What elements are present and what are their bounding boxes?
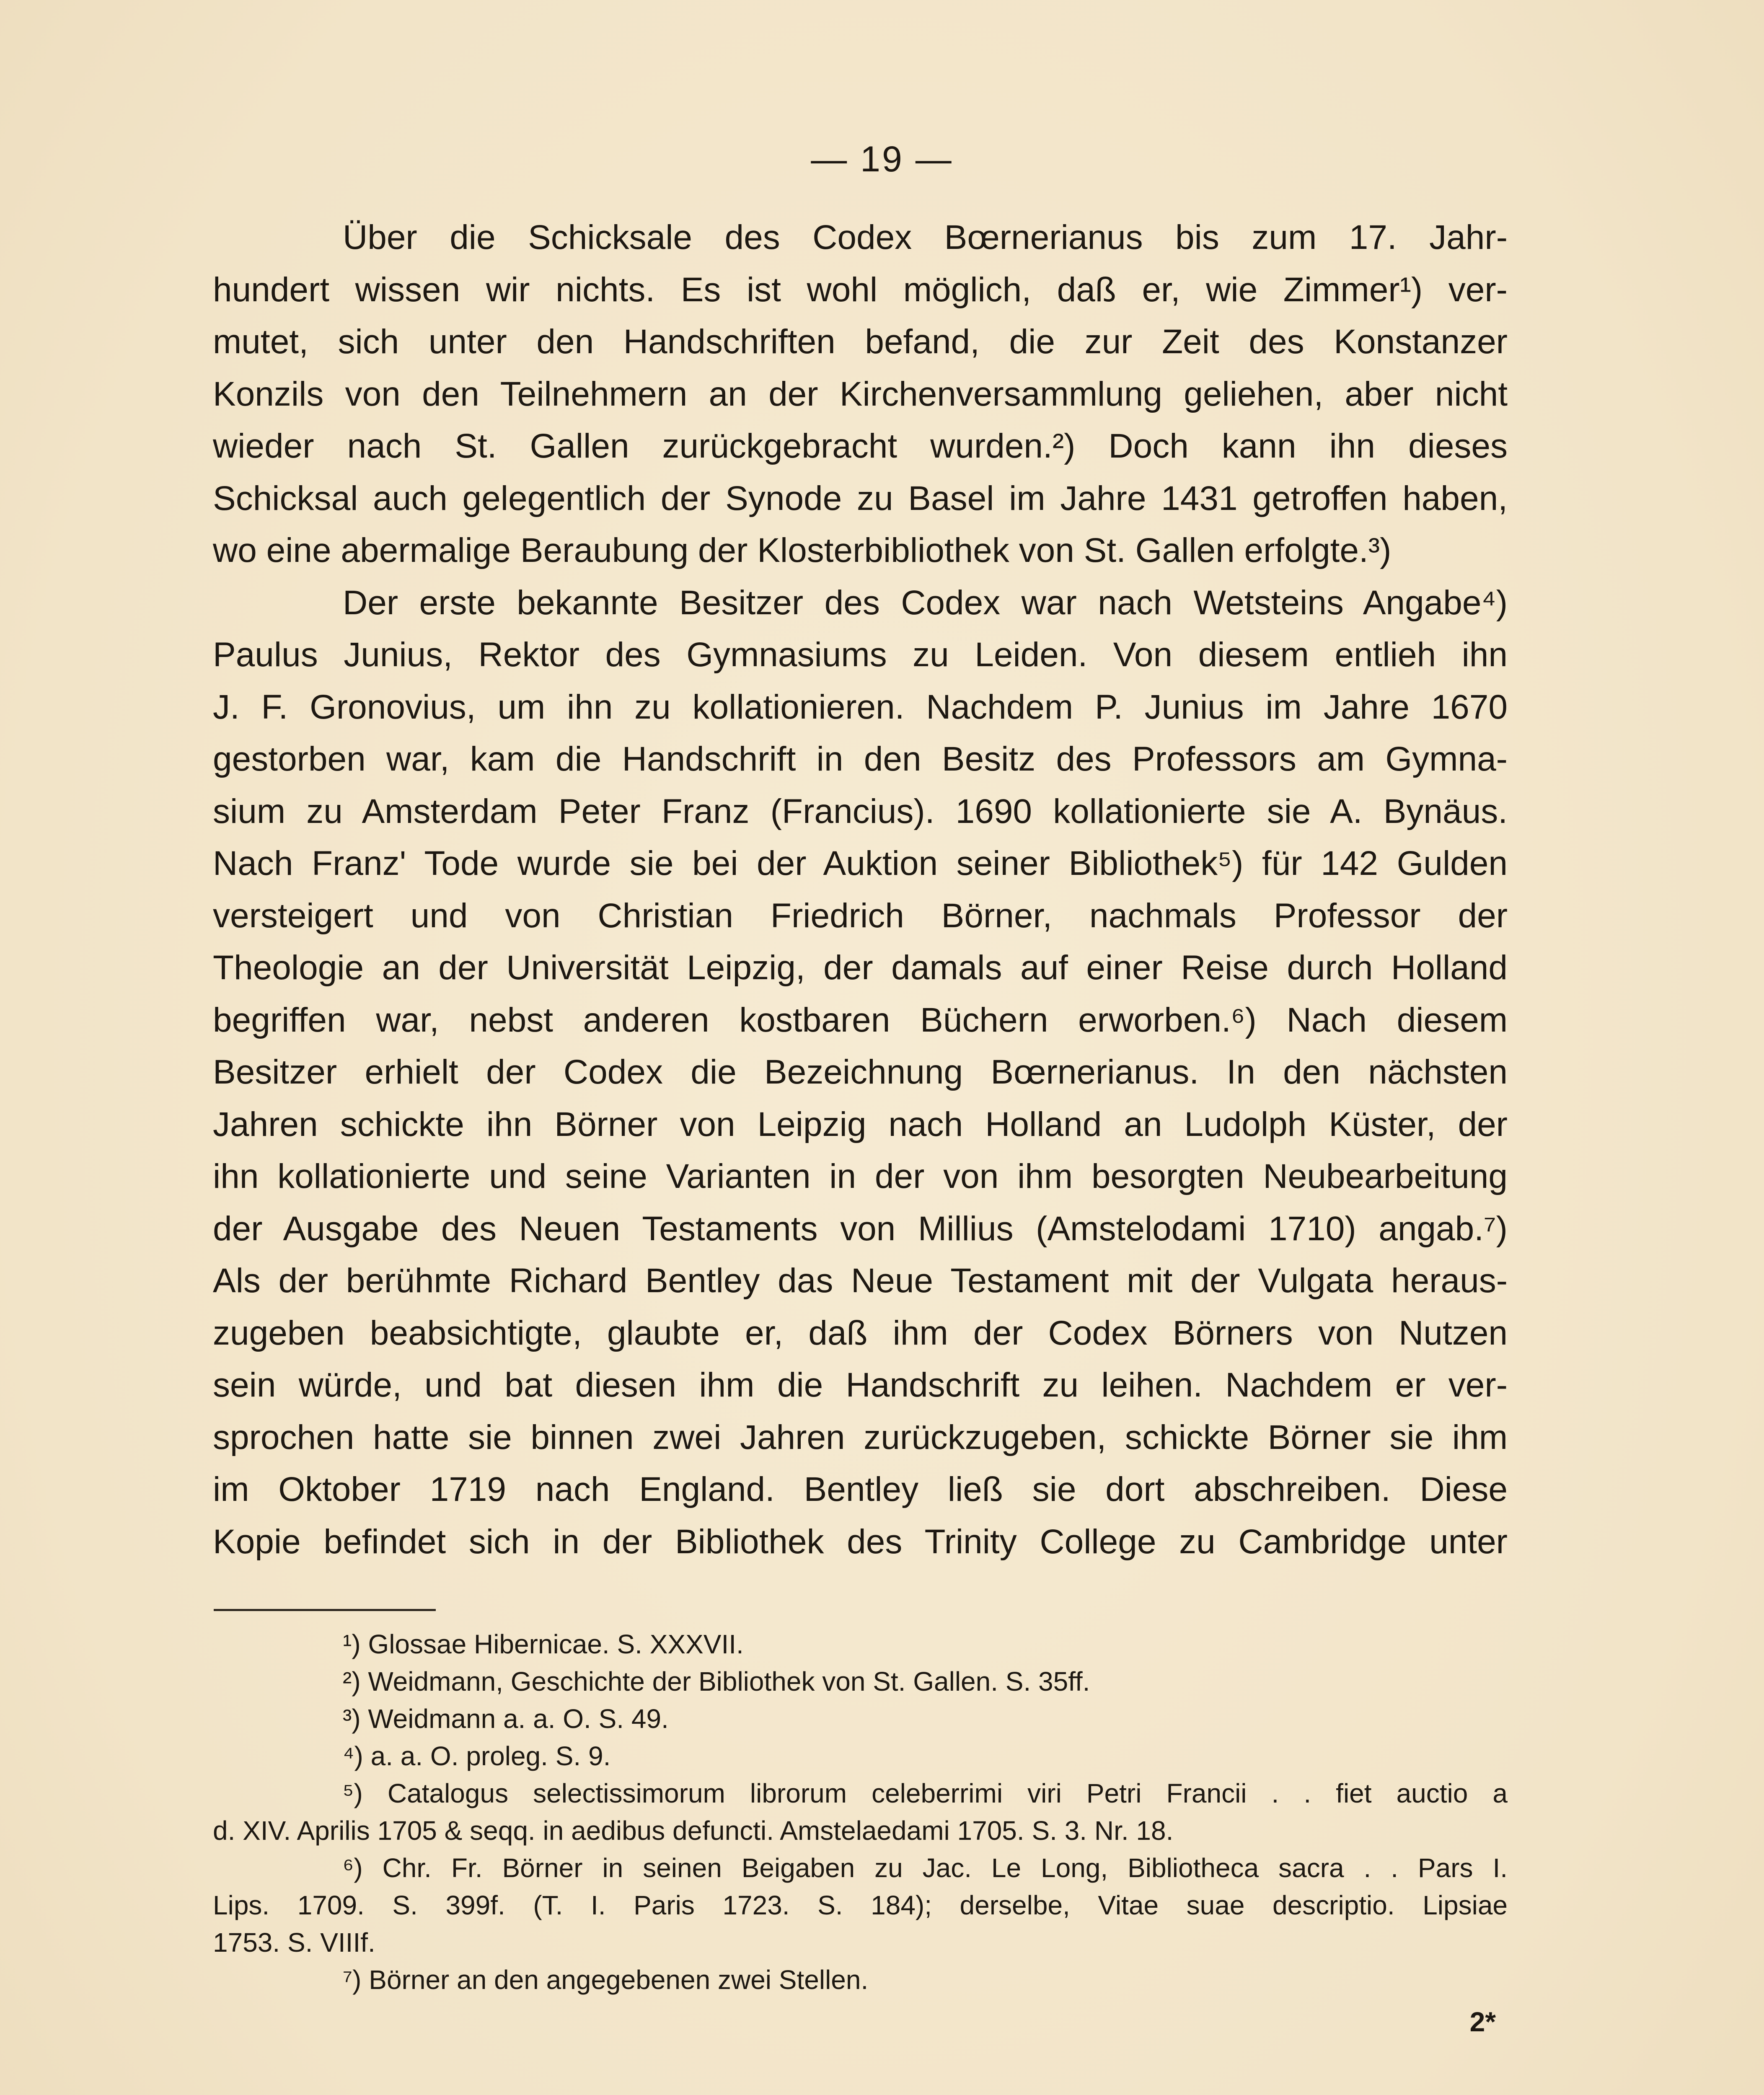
footnote-line: d. XIV. Aprilis 1705 & seqq. in aedibus defuncti. Amstelaedami 1705. S. 3. Nr. 18. — [213, 1816, 1174, 1846]
paragraph-2 — [213, 577, 1508, 1568]
footnote-1 — [213, 1626, 1508, 1663]
footnote-5 — [213, 1775, 1508, 1849]
footnote-4 — [213, 1738, 1508, 1775]
footnote-2 — [213, 1663, 1508, 1700]
text-line: versteigert und von Christian Friedrich Börner, nachmals Professor der — [213, 896, 1508, 935]
footnote-line: 1753. S. VIIIf. — [213, 1927, 375, 1958]
body-text — [213, 212, 1508, 1568]
footnote-line: ²) Weidmann, Geschichte der Bibliothek von St. Gallen. S. 35ff. — [343, 1666, 1090, 1697]
text-line: hundert wissen wir nichts. Es ist wohl möglich, daß er, wie Zimmer¹) ver- — [213, 270, 1508, 309]
text-line: sein würde, und bat diesen ihm die Handschrift zu leihen. Nachdem er ver- — [213, 1366, 1508, 1404]
footnote-line: ³) Weidmann a. a. O. S. 49. — [343, 1704, 669, 1734]
footnote-3 — [213, 1700, 1508, 1738]
text-line: Kopie befindet sich in der Bibliothek des Trinity College zu Cambridge unter — [213, 1522, 1508, 1561]
text-line: der Ausgabe des Neuen Testaments von Millius (Amstelodami 1710) angab.⁷) — [213, 1209, 1508, 1248]
text-line: wieder nach St. Gallen zurückgebracht wurden.²) Doch kann ihn dieses — [213, 427, 1508, 465]
footnote-divider — [214, 1609, 436, 1611]
page-number: — 19 — — [811, 139, 953, 179]
footnote-line: ⁴) a. a. O. proleg. S. 9. — [343, 1741, 611, 1771]
text-line: J. F. Gronovius, um ihn zu kollationieren. Nachdem P. Junius im Jahre 1670 — [213, 688, 1508, 726]
text-line: wo eine abermalige Beraubung der Klosterbibliothek von St. Gallen erfolgte.³) — [213, 531, 1392, 569]
text-line: Der erste bekannte Besitzer des Codex war nach Wetsteins Angabe⁴) — [343, 583, 1508, 622]
text-line: gestorben war, kam die Handschrift in den Besitz des Professors am Gymna- — [213, 740, 1508, 778]
paragraph-1 — [213, 212, 1508, 577]
text-line: Besitzer erhielt der Codex die Bezeichnung Bœrnerianus. In den nächsten — [213, 1053, 1508, 1091]
footnote-line: ⁶) Chr. Fr. Börner in seinen Beigaben zu Jac. Le Long, Bibliotheca sacra . . Pars I. — [343, 1853, 1508, 1883]
text-line: sprochen hatte sie binnen zwei Jahren zurückzugeben, schickte Börner sie ihm — [213, 1418, 1508, 1456]
text-line: zugeben beabsichtigte, glaubte er, daß ihm der Codex Börners von Nutzen — [213, 1314, 1508, 1352]
text-line: sium zu Amsterdam Peter Franz (Francius). 1690 kollationierte sie A. Bynäus. — [213, 792, 1508, 830]
text-line: Schicksal auch gelegentlich der Synode zu Basel im Jahre 1431 getroffen haben, — [213, 479, 1508, 517]
text-line: Jahren schickte ihn Börner von Leipzig nach Holland an Ludolph Küster, der — [213, 1105, 1508, 1143]
footnote-line: ⁵) Catalogus selectissimorum librorum celeberrimi viri Petri Francii . . fiet auctio a — [343, 1778, 1508, 1808]
text-line: Theologie an der Universität Leipzig, der damals auf einer Reise durch Holland — [213, 949, 1508, 987]
text-line: Nach Franz' Tode wurde sie bei der Auktion seiner Bibliothek⁵) für 142 Gulden — [213, 844, 1508, 882]
footnotes — [213, 1626, 1508, 1999]
text-line: Über die Schicksale des Codex Bœrnerianus bis zum 17. Jahr- — [343, 218, 1508, 256]
text-line: begriffen war, nebst anderen kostbaren Büchern erworben.⁶) Nach diesem — [213, 1001, 1508, 1039]
text-line: Paulus Junius, Rektor des Gymnasiums zu Leiden. Von diesem entlieh ihn — [213, 636, 1508, 674]
text-line: mutet, sich unter den Handschriften befand, die zur Zeit des Konstanzer — [213, 323, 1508, 361]
text-line: im Oktober 1719 nach England. Bentley ließ sie dort abschreiben. Diese — [213, 1470, 1508, 1508]
footnote-line: Lips. 1709. S. 399f. (T. I. Paris 1723. S. 184); derselbe, Vitae suae descriptio. Lipsiae — [213, 1890, 1508, 1920]
text-line: ihn kollationierte und seine Varianten in der von ihm besorgten Neubearbeitung — [213, 1157, 1508, 1195]
footnote-line: ¹) Glossae Hibernicae. S. XXXVII. — [343, 1629, 744, 1659]
text-line: Konzils von den Teilnehmern an der Kirchenversammlung geliehen, aber nicht — [213, 375, 1508, 413]
footnote-line: ⁷) Börner an den angegebenen zwei Stellen. — [343, 1965, 869, 1995]
footnote-7 — [213, 1961, 1508, 1999]
text-line: Als der berühmte Richard Bentley das Neue Testament mit der Vulgata heraus- — [213, 1262, 1508, 1300]
signature-mark: 2* — [1469, 2006, 1496, 2037]
footnote-6 — [213, 1849, 1508, 1961]
